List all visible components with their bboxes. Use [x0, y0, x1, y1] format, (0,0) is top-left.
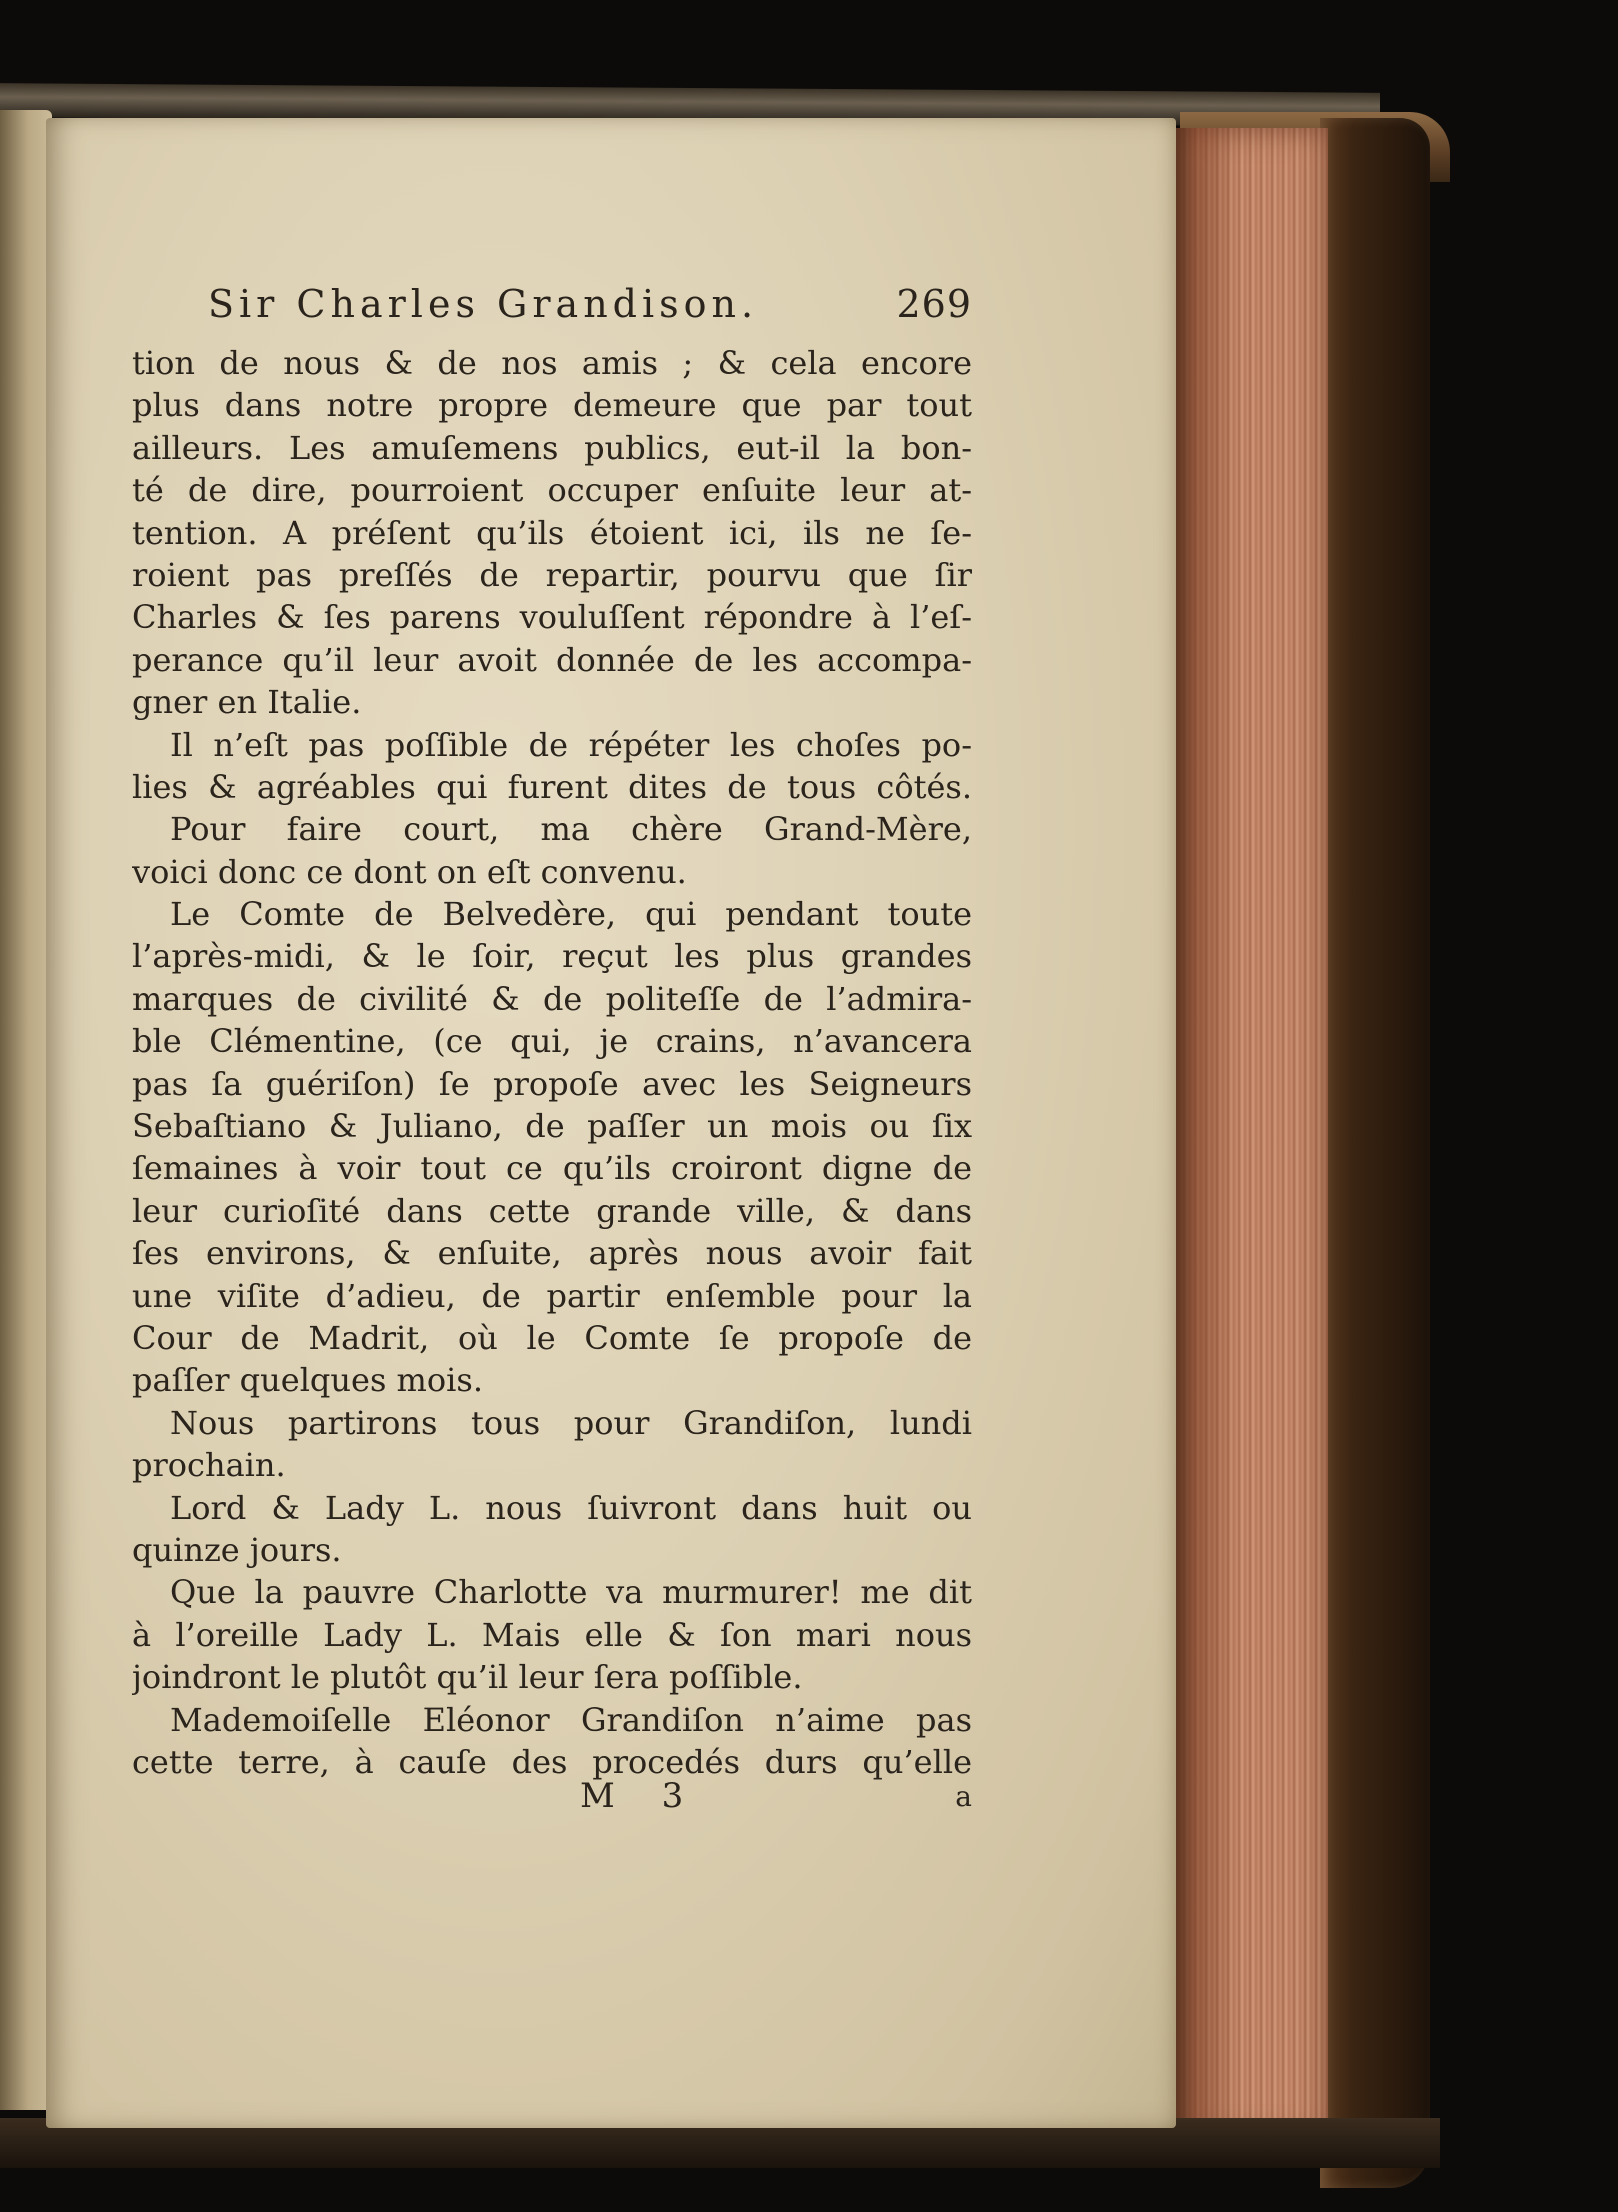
text-line: l’après-midi, & le ſoir, reçut les plus grandes — [132, 937, 972, 976]
text-line: joindront le plutôt qu’il leur ſera poſſible. — [132, 1658, 803, 1697]
text-line: pas ſa guériſon) ſe propoſe avec les Seigneurs — [132, 1064, 972, 1103]
text-line: leur curioſité dans cette grande ville, & dans — [132, 1191, 972, 1230]
text-line: voici donc ce dont on eſt convenu. — [132, 852, 687, 891]
facing-page-edge — [0, 110, 52, 2110]
text-line: tention. A préſent qu’ils étoient ici, ils ne ſe- — [132, 513, 972, 552]
text-line: Lord & Lady L. nous ſuivront dans huit ou — [170, 1488, 972, 1527]
text-line: Que la pauvre Charlotte va murmurer! me dit — [170, 1573, 972, 1612]
text-line: cette terre, à cauſe des procedés durs qu’elle — [132, 1742, 972, 1781]
fore-edge-shadow — [1168, 128, 1238, 2140]
text-line: Mademoiſelle Eléonor Grandiſon n’aime pas — [170, 1700, 972, 1739]
text-line: tion de nous & de nos amis ; & cela encore — [132, 344, 972, 382]
text-line: Il n’eſt pas poſſible de répéter les choſes po- — [170, 725, 972, 764]
paragraph — [132, 893, 972, 1402]
text-line: perance qu’il leur avoit donnée de les accompa- — [132, 640, 972, 679]
text-line: ble Clémentine, (ce qui, je crains, n’avancera — [132, 1022, 972, 1061]
text-line: Charles & ſes parens vouluſſent répondre à l’eſ- — [132, 598, 972, 637]
paragraph — [132, 724, 972, 809]
running-title: Sir Charles Grandison. — [208, 282, 759, 326]
text-line: quinze jours. — [132, 1530, 342, 1569]
paragraph — [132, 1699, 972, 1784]
text-line: ſemaines à voir tout ce qu’ils croiront digne de — [132, 1149, 972, 1188]
paragraph — [132, 1571, 972, 1698]
text-line: ſes environs, & enſuite, après nous avoir fait — [132, 1234, 972, 1273]
text-line: té de dire, pourroient occuper enſuite leur at- — [132, 471, 972, 510]
text-line: gner en Italie. — [132, 683, 362, 722]
text-line: Pour faire court, ma chère Grand-Mère, — [170, 810, 972, 849]
text-line: prochain. — [132, 1446, 286, 1485]
page-text-block — [132, 282, 972, 1783]
catchword: a — [955, 1780, 972, 1813]
paragraph — [132, 808, 972, 893]
text-line: Nous partirons tous pour Grandiſon, lundi — [170, 1403, 972, 1442]
page-footer — [132, 1776, 972, 1820]
book-cover — [1320, 118, 1430, 2188]
paragraph — [132, 1402, 972, 1487]
text-line: roient pas preſſés de repartir, pourvu que ſir — [132, 555, 972, 594]
text-line: Sebaſtiano & Juliano, de paſſer un mois ou ſix — [132, 1107, 972, 1146]
text-line: une viſite d’adieu, de partir enſemble pour la — [132, 1276, 972, 1315]
paragraph — [132, 1487, 972, 1572]
page-number: 269 — [896, 282, 972, 326]
text-line: lies & agréables qui furent dites de tous côtés. — [132, 767, 972, 806]
text-line: Cour de Madrit, où le Comte ſe propoſe de — [132, 1318, 972, 1357]
text-line: marques de civilité & de politeſſe de l’admira- — [132, 979, 972, 1018]
text-line: Le Comte de Belvedère, qui pendant toute — [170, 895, 972, 934]
text-line: paſſer quelques mois. — [132, 1361, 483, 1400]
text-line: ailleurs. Les amuſemens publics, eut-il la bon- — [132, 428, 972, 467]
text-line: plus dans notre propre demeure que par tout — [132, 386, 972, 425]
paragraph — [132, 342, 972, 724]
signature-mark: M 3 — [580, 1776, 702, 1816]
running-header — [132, 282, 972, 342]
text-line: à l’oreille Lady L. Mais elle & ſon mari nous — [132, 1615, 972, 1654]
